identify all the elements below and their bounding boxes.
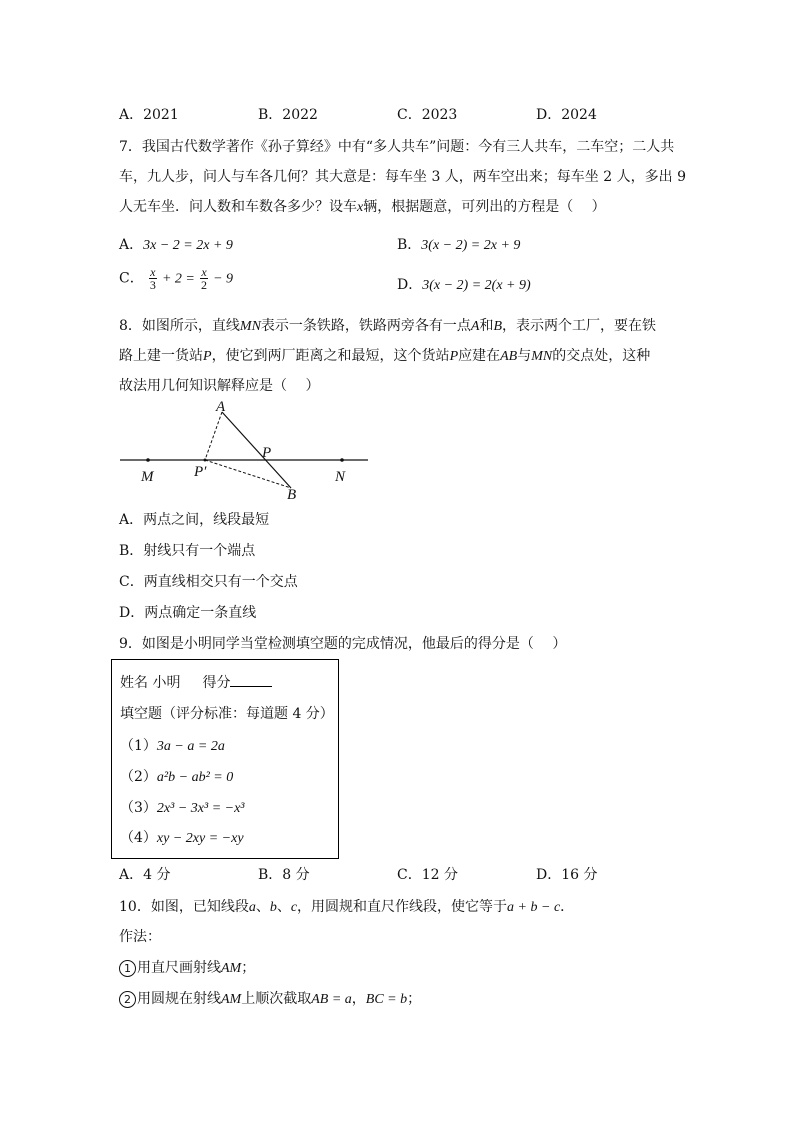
q9-option-b: B．8 分: [258, 867, 310, 883]
q8-option-d: D．两点确定一条直线: [119, 605, 257, 621]
q7-option-a: A．3x − 2 = 2x + 9: [119, 237, 233, 253]
q8-figure: [110, 395, 380, 505]
segment-ab: [222, 412, 291, 488]
q7-line3: 人无车坐．问人数和车数各多少？设车x辆，根据题意，可列出的方程是（ ）: [119, 199, 606, 215]
q7-option-b: B．3(x − 2) = 2x + 9: [397, 237, 521, 253]
q6-option-b: B．2022: [258, 107, 318, 123]
point-p-prime: [204, 459, 207, 462]
circled-number-1: 1: [119, 960, 136, 977]
q9-question: 9．如图是小明同学当堂检测填空题的完成情况，他最后的得分是（ ）: [119, 636, 567, 652]
sheet-header: 姓名 小明 得分: [120, 672, 272, 692]
q9-answer-sheet: [111, 659, 339, 859]
sheet-item-4: （4）xy − 2xy = −xy: [120, 830, 244, 846]
q10-step-1: 1 用直尺画射线AM；: [119, 957, 255, 977]
q7-line2: 车，九人步，问人与车各几何？其大意是：每车坐 3 人，两车空出来；每车坐 2 人，多出 9: [119, 169, 686, 185]
fraction-x-over-3: $\frac{x}{3}$: [149, 265, 156, 292]
q6-option-d: D．2024: [536, 107, 597, 123]
q6-option-c: C．2023: [397, 107, 458, 123]
label-a: A: [216, 399, 226, 415]
score-blank: [230, 674, 272, 687]
q7-line1: 7．我国古代数学著作《孙子算经》中有“多人共车”问题：今有三人共车，二车空；二人共: [119, 139, 675, 155]
label-p-prime: P′: [194, 464, 207, 480]
q6-option-a: A．2021: [119, 107, 179, 123]
q8-option-c: C．两直线相交只有一个交点: [119, 574, 298, 590]
sheet-item-2: （2）a²b − ab² = 0: [120, 769, 234, 785]
sheet-item-1: （1）3a − a = 2a: [120, 738, 225, 754]
label-n: N: [335, 469, 346, 485]
fraction-x-over-2: $\frac{x}{2}$: [200, 265, 207, 292]
q9-option-a: A．4 分: [119, 867, 171, 883]
q10-method: 作法：: [119, 929, 161, 945]
q8-option-a: A．两点之间，线段最短: [119, 512, 270, 528]
q9-option-c: C．12 分: [397, 867, 458, 883]
label-p: P: [262, 445, 272, 461]
q10-line1: 10．如图，已知线段a、b、c，用圆规和直尺作线段，使它等于a + b − c．: [119, 899, 575, 915]
q8-option-b: B．射线只有一个端点: [119, 543, 256, 559]
q10-step-2: 2 用圆规在射线AM上顺次截取AB = a，BC = b；: [119, 988, 421, 1008]
q7-option-d: D．3(x − 2) = 2(x + 9): [397, 277, 531, 293]
sheet-item-3: （3）2x³ − 3x³ = −x³: [120, 800, 245, 816]
q7-option-c: C． $\frac{x}{3}$ + 2 = $\frac{x}{2}$ − 9: [119, 265, 234, 292]
dashed-ap-prime: [205, 412, 222, 460]
point-n: [340, 458, 344, 462]
label-m: M: [141, 469, 154, 485]
q8-line3: 故法用几何知识解释应是（ ）: [119, 378, 320, 394]
q8-line2: 路上建一货站P，使它到两厂距离之和最短，这个货站P应建在AB与MN的交点处，这种: [119, 348, 651, 364]
label-b: B: [287, 487, 297, 503]
sheet-title: 填空题（评分标准：每道题 4 分）: [120, 706, 334, 722]
q9-option-d: D．16 分: [536, 867, 598, 883]
point-m: [146, 458, 150, 462]
circled-number-2: 2: [119, 991, 136, 1008]
q8-line1: 8．如图所示，直线MN表示一条铁路，铁路两旁各有一点A和B，表示两个工厂，要在铁: [119, 318, 657, 334]
